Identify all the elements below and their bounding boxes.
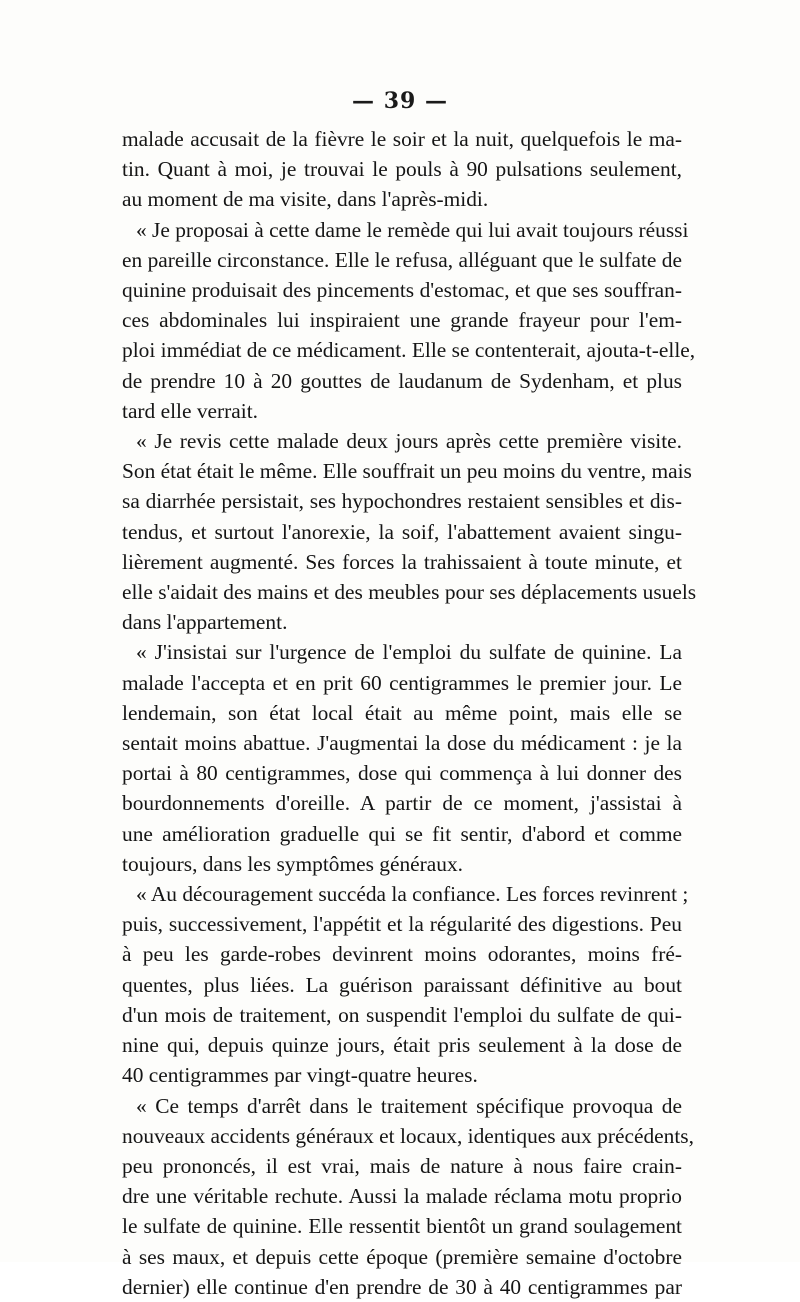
text-line: puis, successivement, l'appétit et la régularité des digestions. Peu — [122, 912, 682, 937]
text-line: Son état était le même. Elle souffrait un peu moins du ventre, mais — [122, 459, 692, 484]
text-line: 40 centigrammes par vingt-quatre heures. — [122, 1063, 478, 1088]
text-line: nine qui, depuis quinze jours, était pris seulement à la dose de — [122, 1033, 682, 1058]
text-line: le sulfate de quinine. Elle ressentit bientôt un grand soulagement — [122, 1214, 682, 1239]
text-line: portai à 80 centigrammes, dose qui commença à lui donner des — [122, 761, 682, 786]
paragraph-1 — [122, 124, 682, 215]
text-line: tendus, et surtout l'anorexie, la soif, l'abattement avaient singu- — [122, 519, 682, 544]
text-line: « Je revis cette malade deux jours après cette première visite. — [136, 429, 682, 454]
text-line: « Au découragement succéda la confiance. Les forces revinrent ; — [136, 882, 689, 907]
body-text — [122, 124, 697, 1302]
text-line: lendemain, son état local était au même point, mais elle se — [122, 700, 682, 725]
text-line: tard elle verrait. — [122, 398, 258, 423]
text-line: d'un mois de traitement, on suspendit l'emploi du sulfate de qui- — [122, 1002, 682, 1027]
text-line: malade accusait de la fièvre le soir et la nuit, quelquefois le ma- — [122, 127, 682, 151]
text-line: au moment de ma visite, dans l'après-midi. — [122, 187, 489, 212]
text-line: dre une véritable rechute. Aussi la malade réclama motu proprio — [122, 1184, 682, 1209]
text-line: tin. Quant à moi, je trouvai le pouls à 90 pulsations seulement, — [122, 157, 682, 182]
text-line: quinine produisait des pincements d'estomac, et que ses souffran- — [122, 278, 682, 303]
text-line: dans l'appartement. — [122, 610, 288, 635]
text-line: à peu les garde-robes devinrent moins odorantes, moins fré- — [122, 942, 682, 967]
text-line: sentait moins abattue. J'augmentai la dose du médicament : je la — [122, 731, 682, 756]
text-line: ces abdominales lui inspiraient une grande frayeur pour l'em- — [122, 308, 682, 333]
text-line: quentes, plus liées. La guérison paraissant définitive au bout — [122, 972, 682, 997]
page-number: — 39 — — [352, 88, 448, 114]
text-line: une amélioration graduelle qui se fit sentir, d'abord et comme — [122, 821, 682, 846]
text-line: de prendre 10 à 20 gouttes de laudanum de Sydenham, et plus — [122, 368, 682, 393]
text-line: dernier) elle continue d'en prendre de 30 à 40 centigrammes par — [122, 1274, 682, 1299]
text-line: toujours, dans les symptômes généraux. — [122, 851, 464, 876]
text-line: « Ce temps d'arrêt dans le traitement spécifique provoqua de — [136, 1093, 682, 1118]
text-line: elle s'aidait des mains et des meubles pour ses déplacements usuels — [122, 580, 697, 605]
paragraph-2 — [122, 215, 696, 426]
paragraph-6 — [122, 1091, 694, 1302]
text-line: ploi immédiat de ce médicament. Elle se contenterait, ajouta-t-elle, — [122, 338, 696, 363]
text-line: en pareille circonstance. Elle le refusa, alléguant que le sulfate de — [122, 247, 682, 272]
paragraph-3 — [122, 426, 697, 637]
text-line: bourdonnements d'oreille. A partir de ce moment, j'assistai à — [122, 791, 682, 816]
text-line: nouveaux accidents généraux et locaux, identiques aux précédents, — [122, 1123, 694, 1148]
text-line: sa diarrhée persistait, ses hypochondres restaient sensibles et dis- — [122, 489, 682, 514]
text-line: à ses maux, et depuis cette époque (première semaine d'octobre — [122, 1244, 682, 1269]
text-line: malade l'accepta et en prit 60 centigrammes le premier jour. Le — [122, 670, 682, 695]
paragraph-5 — [122, 879, 689, 1090]
text-line: « J'insistai sur l'urgence de l'emploi du sulfate de quinine. La — [136, 640, 682, 665]
text-line: « Je proposai à cette dame le remède qui lui avait toujours réussi — [136, 217, 689, 242]
text-line: peu prononcés, il est vrai, mais de nature à nous faire crain- — [122, 1153, 682, 1178]
paragraph-4 — [122, 637, 682, 879]
text-line: lièrement augmenté. Ses forces la trahissaient à toute minute, et — [122, 549, 682, 574]
